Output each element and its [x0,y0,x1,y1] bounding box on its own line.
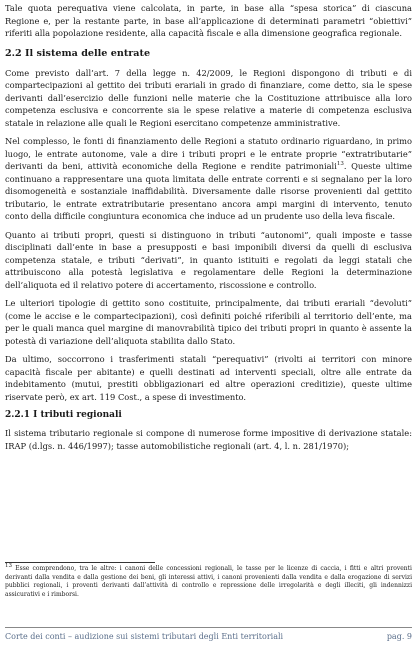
page-number: pag. 9 [386,632,412,641]
paragraph-2-tail: . Queste ultime continuano a rappresentare una quota limitata delle entrate correnti e si segnalano per la loro disomogeneità e sostanziale inaffidabilità. Diversamente dalle risorse provenienti dal gettito tributario, le entrate extratributarie presentano ancora ampi margini di intervento, tenuto conto della difficile congiuntura economica che induce ad un prudente uso della leva fiscale. [5,161,412,221]
footnote-number: 13 [5,563,12,569]
subsection-paragraph: Il sistema tributario regionale si compone di numerose forme impositive di derivazione statale: IRAP (d.lgs. n. 446/1997); tasse automobilistiche regionali (art. 4, l. n. 281/1970); [5,428,412,451]
subsection-heading: 2.2.1 I tributi regionali [5,410,122,420]
section-heading: 2.2 Il sistema delle entrate [5,47,151,59]
footnote-reference[interactable]: 13 [336,161,344,168]
body-paragraph-4: Le ulteriori tipologie di gettito sono costituite, principalmente, dai tributi erariali “devoluti” (come le accise e le compartecipazioni), così definiti poiché riferibili al territorio dell’ente, ma per le quali manca quel margine di manovrabilità tipico dei tributi propri in quanto è assente la potestà di variazione dell’aliquota stabilita dallo Stato. [5,298,412,346]
body-paragraph-1: Come previsto dall’art. 7 della legge n. 42/2009, le Regioni dispongono di tributi e di compartecipazioni al gettito dei tributi erariali in grado di finanziare, come detto, sia le spese derivanti dall’esercizio delle funzioni nelle materie che la Costituzione attribuisce alla loro competenza esclusiva e concorrente sia le spese relative a materie di competenza esclusiva statale in relazione alle quali le Regioni esercitano competenze amministrative. [5,67,412,128]
intro-paragraph: Tale quota perequativa viene calcolata, in parte, in base alla “spesa storica” di ciascuna Regione e, per la restante parte, in base all’applicazione di determinati parametri “obiettivi” riferiti alla popolazione residente, alla capacità fiscale e alla dimensione geografica regionale. [5,3,412,38]
body-paragraph-5: Da ultimo, soccorrono i trasferimenti statali “perequativi” (rivolti ai territori con minore capacità fiscale per abitante) e quelli destinati ad interventi speciali, oltre alle entrate da indebitamento (mutui, prestiti obbligazionari ed altre operazioni creditizie), queste ultime riservate però, ex art. 119 Cost., a spese di investimento. [5,354,412,402]
page-footer [5,632,412,641]
footnote-text: Esse comprendono, tra le altre: i canoni delle concessioni regionali, le tasse per le licenze di caccia, i fitti e altri proventi derivanti dalla vendita e dalla gestione dei beni, gli interessi attivi, i canoni provenienti dalla vendita e dalla erogazione di servizi pubblici regionali, i proventi derivanti dall’attività di controllo e repressione delle irregolarità e degli illeciti, gli indennizzi assicurativi e i rimborsi. [5,565,412,598]
footnote [5,565,412,599]
body-paragraph-3: Quanto ai tributi propri, questi si distinguono in tributi “autonomi”, quali imposte e tasse disciplinati dall’ente in base a presupposti e basi imponibili diversi da quelli di esclusiva competenza statale, e tributi “derivati”, in quanto istituiti e regolati da leggi statali che attribuiscono alla potestà legislativa e regolamentare delle Regioni la determinazione dell’aliquota ed il relativo potere di accertamento, riscossione e controllo. [5,229,412,290]
body-paragraph-2 [5,135,412,223]
footnote-divider [5,562,155,563]
footer-divider [5,627,412,628]
footer-title: Corte dei conti – audizione sui sistemi tributari degli Enti territoriali [5,632,284,641]
paragraph-2-text: Nel complesso, le fonti di finanziamento delle Regioni a statuto ordinario riguardano, in primo luogo, le entrate autonome, vale a dire i tributi propri e le entrate proprie “extratributarie” derivanti da beni, attività economiche della Regione e rendite patrimoniali [5,136,412,171]
